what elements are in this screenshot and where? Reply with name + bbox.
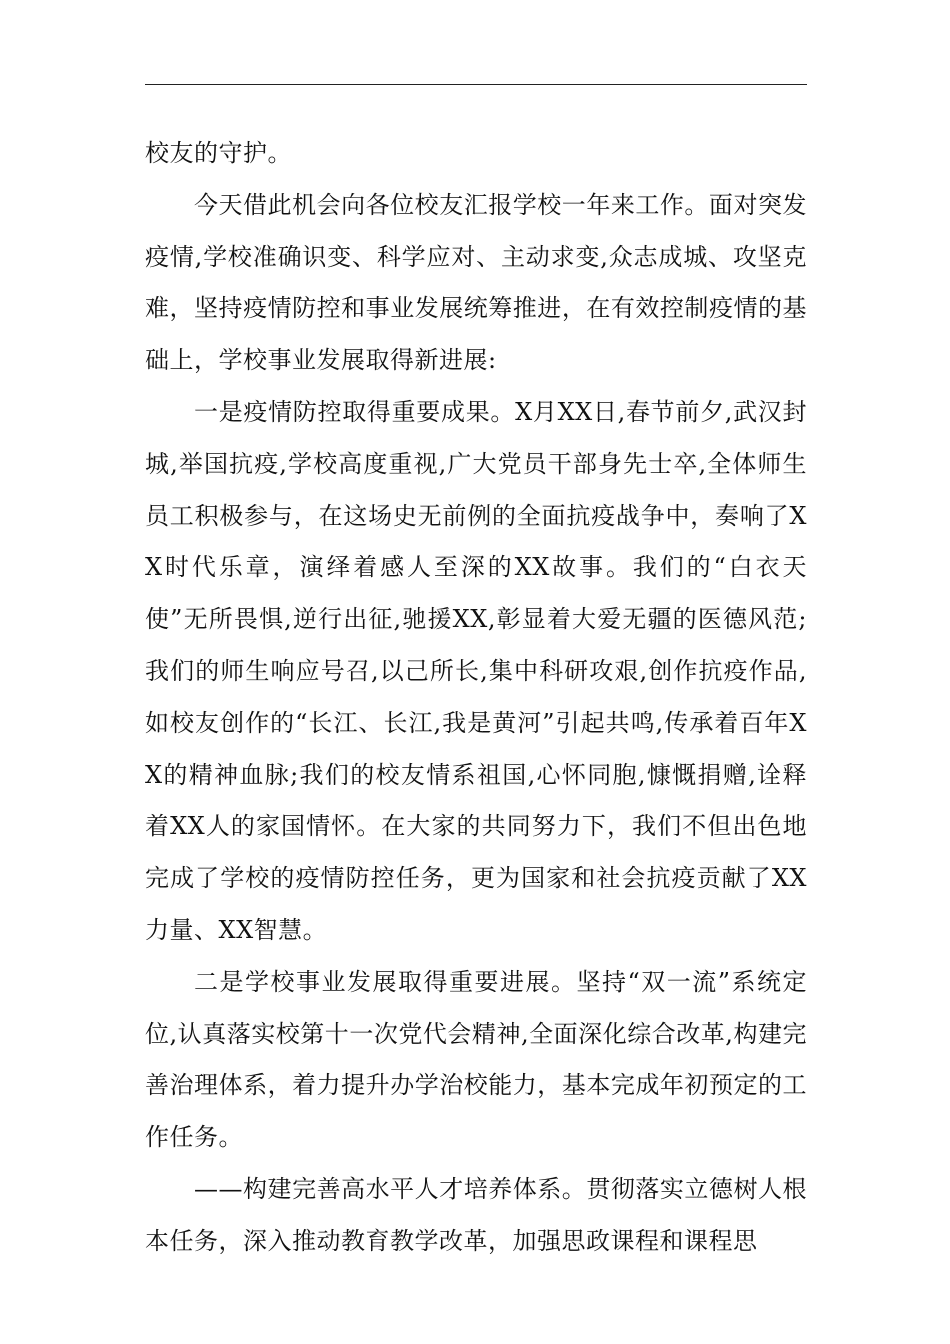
paragraph-3: 一是疫情防控取得重要成果。X月XX日,春节前夕,武汉封城,举国抗疫,学校高度重视,广大党员干部身先士卒,全体师生员工积极参与，在这场史无前例的全面抗疫战争中，奏响了XX时代乐章，演绎着感人至深的XX故事。我们的“白衣天使”无所畏惧,逆行出征,驰援XX,彰显着大爱无疆的医德风范;我们的师生响应号召,以己所长,集中科研攻艰,创作抗疫作品,如校友创作的“长江、长江,我是黄河”引起共鸣,传承着百年XX的精神血脉;我们的校友情系祖国,心怀同胞,慷慨捐赠,诠释着XX人的家国情怀。在大家的共同努力下，我们不但出色地完成了学校的疫情防控任务，更为国家和社会抗疫贡献了XX力量、XX智慧。 (145, 397, 807, 944)
paragraph-5: ——构建完善高水平人才培养体系。贯彻落实立德树人根本任务，深入推动教育教学改革，加强思政课程和课程思 (145, 1174, 807, 1255)
paragraph-4: 二是学校事业发展取得重要进展。坚持“双一流”系统定位,认真落实校第十一次党代会精神,全面深化综合改革,构建完善治理体系，着力提升办学治校能力，基本完成年初预定的工作任务。 (145, 967, 807, 1152)
document-body (145, 128, 807, 1268)
paragraph-1: 校友的守护。 (145, 139, 292, 167)
header-rule (145, 84, 807, 85)
paragraph-2: 今天借此机会向各位校友汇报学校一年来工作。面对突发疫情,学校准确识变、科学应对、主动求变,众志成城、攻坚克难，坚持疫情防控和事业发展统筹推进，在有效控制疫情的基础上，学校事业发展取得新进展: (145, 190, 807, 375)
